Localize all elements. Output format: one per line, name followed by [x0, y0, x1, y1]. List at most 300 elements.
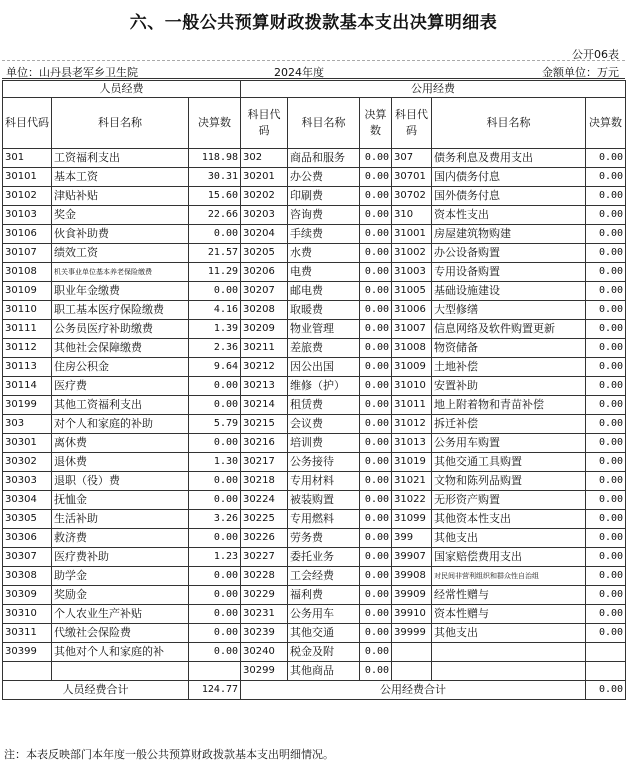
- account-name: 地上附着物和青苗补偿: [432, 396, 586, 415]
- account-name: 工资福利支出: [52, 149, 189, 168]
- public-total-amount: 0.00: [586, 681, 626, 700]
- header-name: 科目名称: [288, 98, 360, 149]
- account-code: 31009: [392, 358, 432, 377]
- amount: 0.00: [360, 567, 392, 586]
- account-code: 30216: [241, 434, 288, 453]
- account-name: 房屋建筑物购建: [432, 225, 586, 244]
- account-name: 专用材料: [288, 472, 360, 491]
- account-name: 其他对个人和家庭的补: [52, 643, 189, 662]
- account-name: 国内债务付息: [432, 168, 586, 187]
- account-code: 30111: [3, 320, 52, 339]
- account-name: 绩效工资: [52, 244, 189, 263]
- page-title: 六、一般公共预算财政拨款基本支出决算明细表: [129, 13, 498, 33]
- account-name: 会议费: [288, 415, 360, 434]
- expenditure-table: [2, 80, 626, 700]
- account-code: 31001: [392, 225, 432, 244]
- account-name: 医疗费: [52, 377, 189, 396]
- account-name: 医疗费补助: [52, 548, 189, 567]
- personnel-total-label: 人员经费合计: [3, 681, 189, 700]
- public-total-label: 公用经费合计: [241, 681, 586, 700]
- account-name: 其他支出: [432, 624, 586, 643]
- account-name: 奖金: [52, 206, 189, 225]
- header-name: 科目名称: [52, 98, 189, 149]
- account-code: 302: [241, 149, 288, 168]
- header-name: 科目名称: [432, 98, 586, 149]
- account-code: 30213: [241, 377, 288, 396]
- table-row: [3, 434, 626, 453]
- account-code: 30226: [241, 529, 288, 548]
- account-name: 其他社会保障缴费: [52, 339, 189, 358]
- amount: 0.00: [586, 453, 626, 472]
- account-code: 30306: [3, 529, 52, 548]
- account-code: 30224: [241, 491, 288, 510]
- account-code: 30304: [3, 491, 52, 510]
- table-row: [3, 225, 626, 244]
- amount: 0.00: [360, 415, 392, 434]
- account-code: 30307: [3, 548, 52, 567]
- account-name: 职工基本医疗保险缴费: [52, 301, 189, 320]
- account-name: 其他工资福利支出: [52, 396, 189, 415]
- amount: 0.00: [360, 529, 392, 548]
- account-code: 30211: [241, 339, 288, 358]
- account-code: 30305: [3, 510, 52, 529]
- account-code: 30214: [241, 396, 288, 415]
- amount: 0.00: [360, 605, 392, 624]
- account-code: 30107: [3, 244, 52, 263]
- account-name: 办公设备购置: [432, 244, 586, 263]
- amount: 2.36: [189, 339, 241, 358]
- account-code: 31099: [392, 510, 432, 529]
- table-meta: [0, 46, 627, 80]
- amount: 0.00: [360, 168, 392, 187]
- table-row: [3, 396, 626, 415]
- account-code: 31021: [392, 472, 432, 491]
- personnel-total-amount: 124.77: [189, 681, 241, 700]
- amount: 0.00: [189, 472, 241, 491]
- account-name: 救济费: [52, 529, 189, 548]
- account-code: 31010: [392, 377, 432, 396]
- account-code: 310: [392, 206, 432, 225]
- account-code: 30199: [3, 396, 52, 415]
- account-code: 30215: [241, 415, 288, 434]
- account-name: 公务用车: [288, 605, 360, 624]
- account-name: [432, 662, 586, 681]
- account-code: 30208: [241, 301, 288, 320]
- header-code: 科目代码: [392, 98, 432, 149]
- account-name: 因公出国: [288, 358, 360, 377]
- account-code: 30202: [241, 187, 288, 206]
- amount: 0.00: [189, 605, 241, 624]
- amount: 0.00: [360, 263, 392, 282]
- table-row: [3, 548, 626, 567]
- table-row: [3, 605, 626, 624]
- account-name: 住房公积金: [52, 358, 189, 377]
- account-name: 债务利息及费用支出: [432, 149, 586, 168]
- account-name: 公务员医疗补助缴费: [52, 320, 189, 339]
- account-code: 30209: [241, 320, 288, 339]
- account-code: 39908: [392, 567, 432, 586]
- amount: 0.00: [189, 624, 241, 643]
- account-name: 对个人和家庭的补助: [52, 415, 189, 434]
- amount: 0.00: [189, 529, 241, 548]
- table-row: [3, 301, 626, 320]
- account-code: 30701: [392, 168, 432, 187]
- amount: 0.00: [586, 624, 626, 643]
- account-name: 其他商品: [288, 662, 360, 681]
- footnote: 注：本表反映部门本年度一般公共预算财政拨款基本支出明细情况。: [4, 748, 334, 761]
- account-code: 30702: [392, 187, 432, 206]
- account-name: 工会经费: [288, 567, 360, 586]
- amount: 1.23: [189, 548, 241, 567]
- amount: 0.00: [189, 491, 241, 510]
- amount: [586, 662, 626, 681]
- account-name: 国外债务付息: [432, 187, 586, 206]
- account-code: 30239: [241, 624, 288, 643]
- meta-divider: [2, 78, 625, 79]
- account-code: 31006: [392, 301, 432, 320]
- amount: [586, 643, 626, 662]
- table-row: [3, 624, 626, 643]
- account-code: 30231: [241, 605, 288, 624]
- account-code: 399: [392, 529, 432, 548]
- account-code: 30101: [3, 168, 52, 187]
- table-row: [3, 453, 626, 472]
- amount: 0.00: [586, 510, 626, 529]
- account-code: 30399: [3, 643, 52, 662]
- amount: 0.00: [360, 453, 392, 472]
- account-code: 31011: [392, 396, 432, 415]
- amount: 0.00: [360, 624, 392, 643]
- account-name: 基本工资: [52, 168, 189, 187]
- account-code: 31012: [392, 415, 432, 434]
- account-name: 对民间非营利组织和群众性自治组: [432, 567, 586, 586]
- amount: 0.00: [360, 491, 392, 510]
- amount: 15.60: [189, 187, 241, 206]
- account-code: 30205: [241, 244, 288, 263]
- table-row: [3, 567, 626, 586]
- account-name: 机关事业单位基本养老保险缴费: [52, 263, 189, 282]
- amount: 0.00: [586, 434, 626, 453]
- amount: 0.00: [360, 320, 392, 339]
- account-code: 30103: [3, 206, 52, 225]
- amount: 0.00: [360, 396, 392, 415]
- account-code: 39999: [392, 624, 432, 643]
- amount: 0.00: [189, 567, 241, 586]
- account-name: 奖励金: [52, 586, 189, 605]
- amount: 3.26: [189, 510, 241, 529]
- account-name: 个人农业生产补贴: [52, 605, 189, 624]
- account-name: 公务用车购置: [432, 434, 586, 453]
- account-name: 办公费: [288, 168, 360, 187]
- amount: 1.30: [189, 453, 241, 472]
- account-name: 资本性支出: [432, 206, 586, 225]
- amount: 0.00: [189, 434, 241, 453]
- account-code: [392, 643, 432, 662]
- unit-label: 单位：山丹县老军乡卫生院: [6, 66, 138, 79]
- account-code: 30303: [3, 472, 52, 491]
- table-row: [3, 491, 626, 510]
- account-name: 物业管理: [288, 320, 360, 339]
- amount: 30.31: [189, 168, 241, 187]
- table-row: [3, 662, 626, 681]
- amount: 0.00: [189, 377, 241, 396]
- amount: 11.29: [189, 263, 241, 282]
- amount: 0.00: [586, 149, 626, 168]
- amount: 0.00: [189, 643, 241, 662]
- table-row: [3, 187, 626, 206]
- account-name: 物资储备: [432, 339, 586, 358]
- table-row: [3, 206, 626, 225]
- table-row: [3, 586, 626, 605]
- account-name: 无形资产购置: [432, 491, 586, 510]
- amount: 0.00: [586, 377, 626, 396]
- section-personnel: 人员经费: [3, 81, 241, 98]
- account-name: 其他交通: [288, 624, 360, 643]
- account-code: 30102: [3, 187, 52, 206]
- amount: 0.00: [360, 662, 392, 681]
- amount: 0.00: [360, 187, 392, 206]
- account-code: 30206: [241, 263, 288, 282]
- account-name: 公务接待: [288, 453, 360, 472]
- amount: 0.00: [189, 282, 241, 301]
- amount: 0.00: [586, 187, 626, 206]
- amount: 0.00: [586, 529, 626, 548]
- amount: 21.57: [189, 244, 241, 263]
- account-code: 30309: [3, 586, 52, 605]
- amount: 0.00: [586, 548, 626, 567]
- account-code: 30218: [241, 472, 288, 491]
- account-name: 其他资本性支出: [432, 510, 586, 529]
- table-row: [3, 320, 626, 339]
- money-unit-label: 金额单位：万元: [542, 66, 619, 79]
- account-name: 退休费: [52, 453, 189, 472]
- header-amount: 决算数: [189, 98, 241, 149]
- amount: 0.00: [360, 643, 392, 662]
- account-code: [3, 662, 52, 681]
- account-code: 39910: [392, 605, 432, 624]
- account-name: 手续费: [288, 225, 360, 244]
- amount: 0.00: [586, 225, 626, 244]
- section-public: 公用经费: [241, 81, 626, 98]
- account-name: 职业年金缴费: [52, 282, 189, 301]
- table-row: [3, 168, 626, 187]
- amount: 0.00: [586, 282, 626, 301]
- amount: 0.00: [360, 434, 392, 453]
- account-name: 信息网络及软件购置更新: [432, 320, 586, 339]
- amount: 0.00: [586, 168, 626, 187]
- account-name: 津贴补贴: [52, 187, 189, 206]
- account-code: 30227: [241, 548, 288, 567]
- account-code: 31003: [392, 263, 432, 282]
- account-code: 31002: [392, 244, 432, 263]
- account-name: 经常性赠与: [432, 586, 586, 605]
- account-name: 咨询费: [288, 206, 360, 225]
- account-code: 30201: [241, 168, 288, 187]
- account-code: 30299: [241, 662, 288, 681]
- table-row: [3, 529, 626, 548]
- account-name: 文物和陈列品购置: [432, 472, 586, 491]
- account-name: 助学金: [52, 567, 189, 586]
- account-code: 30310: [3, 605, 52, 624]
- amount: 0.00: [189, 225, 241, 244]
- amount: 22.66: [189, 206, 241, 225]
- account-code: 30217: [241, 453, 288, 472]
- account-code: 30311: [3, 624, 52, 643]
- table-row: [3, 643, 626, 662]
- account-name: 差旅费: [288, 339, 360, 358]
- account-name: 取暖费: [288, 301, 360, 320]
- account-name: 租赁费: [288, 396, 360, 415]
- account-code: 30110: [3, 301, 52, 320]
- account-name: 伙食补助费: [52, 225, 189, 244]
- amount: 118.98: [189, 149, 241, 168]
- account-name: 生活补助: [52, 510, 189, 529]
- account-name: 基础设施建设: [432, 282, 586, 301]
- account-name: 税金及附: [288, 643, 360, 662]
- amount: 0.00: [586, 358, 626, 377]
- account-name: 其他交通工具购置: [432, 453, 586, 472]
- account-name: 维修（护）: [288, 377, 360, 396]
- table-row: [3, 263, 626, 282]
- account-code: 31022: [392, 491, 432, 510]
- amount: 0.00: [586, 567, 626, 586]
- table-row: [3, 244, 626, 263]
- account-name: 退职（役）费: [52, 472, 189, 491]
- header-code: 科目代码: [3, 98, 52, 149]
- form-number: 公开06表: [572, 48, 619, 61]
- account-code: 30203: [241, 206, 288, 225]
- account-name: 印刷费: [288, 187, 360, 206]
- account-code: 30212: [241, 358, 288, 377]
- amount: 0.00: [360, 225, 392, 244]
- account-name: 资本性赠与: [432, 605, 586, 624]
- amount: 5.79: [189, 415, 241, 434]
- amount: 0.00: [586, 244, 626, 263]
- header-amount: 决算数: [360, 98, 392, 149]
- table-row: [3, 415, 626, 434]
- account-name: 商品和服务: [288, 149, 360, 168]
- amount: 0.00: [360, 510, 392, 529]
- account-name: 委托业务: [288, 548, 360, 567]
- amount: 0.00: [360, 548, 392, 567]
- account-name: 福利费: [288, 586, 360, 605]
- amount: 0.00: [586, 472, 626, 491]
- amount: 0.00: [360, 586, 392, 605]
- amount: 0.00: [360, 282, 392, 301]
- amount: 1.39: [189, 320, 241, 339]
- year-label: 2024年度: [274, 66, 324, 79]
- account-code: 30308: [3, 567, 52, 586]
- amount: 0.00: [586, 586, 626, 605]
- amount: 0.00: [360, 339, 392, 358]
- account-name: 电费: [288, 263, 360, 282]
- account-code: 30207: [241, 282, 288, 301]
- account-name: 安置补助: [432, 377, 586, 396]
- amount: 0.00: [586, 301, 626, 320]
- amount: 0.00: [360, 301, 392, 320]
- header-amount: 决算数: [586, 98, 626, 149]
- account-code: 30204: [241, 225, 288, 244]
- account-code: 39907: [392, 548, 432, 567]
- amount: 0.00: [360, 358, 392, 377]
- amount: 0.00: [189, 396, 241, 415]
- amount: 0.00: [360, 377, 392, 396]
- account-code: 30302: [3, 453, 52, 472]
- amount: 0.00: [586, 320, 626, 339]
- amount: 0.00: [586, 415, 626, 434]
- account-code: 30301: [3, 434, 52, 453]
- amount: 0.00: [360, 149, 392, 168]
- table-row: [3, 472, 626, 491]
- account-name: [432, 643, 586, 662]
- account-code: 30109: [3, 282, 52, 301]
- amount: [189, 662, 241, 681]
- account-name: 培训费: [288, 434, 360, 453]
- account-code: 30225: [241, 510, 288, 529]
- account-name: 大型修缮: [432, 301, 586, 320]
- account-name: 专用燃料: [288, 510, 360, 529]
- account-name: 水费: [288, 244, 360, 263]
- account-name: 离休费: [52, 434, 189, 453]
- account-code: 30106: [3, 225, 52, 244]
- amount: 9.64: [189, 358, 241, 377]
- account-code: 31008: [392, 339, 432, 358]
- account-name: 抚恤金: [52, 491, 189, 510]
- account-name: 邮电费: [288, 282, 360, 301]
- account-code: 31007: [392, 320, 432, 339]
- account-code: [392, 662, 432, 681]
- account-name: 专用设备购置: [432, 263, 586, 282]
- amount: 0.00: [586, 263, 626, 282]
- account-code: 31005: [392, 282, 432, 301]
- account-code: 301: [3, 149, 52, 168]
- amount: 0.00: [586, 605, 626, 624]
- amount: 0.00: [586, 339, 626, 358]
- account-code: 303: [3, 415, 52, 434]
- account-code: 39909: [392, 586, 432, 605]
- table-row: [3, 339, 626, 358]
- account-code: 31013: [392, 434, 432, 453]
- account-code: 307: [392, 149, 432, 168]
- account-code: 30229: [241, 586, 288, 605]
- account-name: 国家赔偿费用支出: [432, 548, 586, 567]
- table-row: [3, 377, 626, 396]
- table-row: [3, 282, 626, 301]
- account-code: 30240: [241, 643, 288, 662]
- table-row: [3, 149, 626, 168]
- account-code: 30112: [3, 339, 52, 358]
- account-name: [52, 662, 189, 681]
- amount: 0.00: [586, 396, 626, 415]
- table-row: [3, 358, 626, 377]
- account-code: 30228: [241, 567, 288, 586]
- meta-divider: [2, 60, 625, 61]
- table-row: [3, 510, 626, 529]
- amount: 0.00: [360, 244, 392, 263]
- account-name: 土地补偿: [432, 358, 586, 377]
- account-name: 劳务费: [288, 529, 360, 548]
- amount: 0.00: [586, 491, 626, 510]
- account-code: 30113: [3, 358, 52, 377]
- account-name: 拆迁补偿: [432, 415, 586, 434]
- header-code: 科目代码: [241, 98, 288, 149]
- amount: 0.00: [586, 206, 626, 225]
- amount: 0.00: [360, 472, 392, 491]
- account-name: 其他支出: [432, 529, 586, 548]
- account-code: 30114: [3, 377, 52, 396]
- account-name: 代缴社会保险费: [52, 624, 189, 643]
- amount: 4.16: [189, 301, 241, 320]
